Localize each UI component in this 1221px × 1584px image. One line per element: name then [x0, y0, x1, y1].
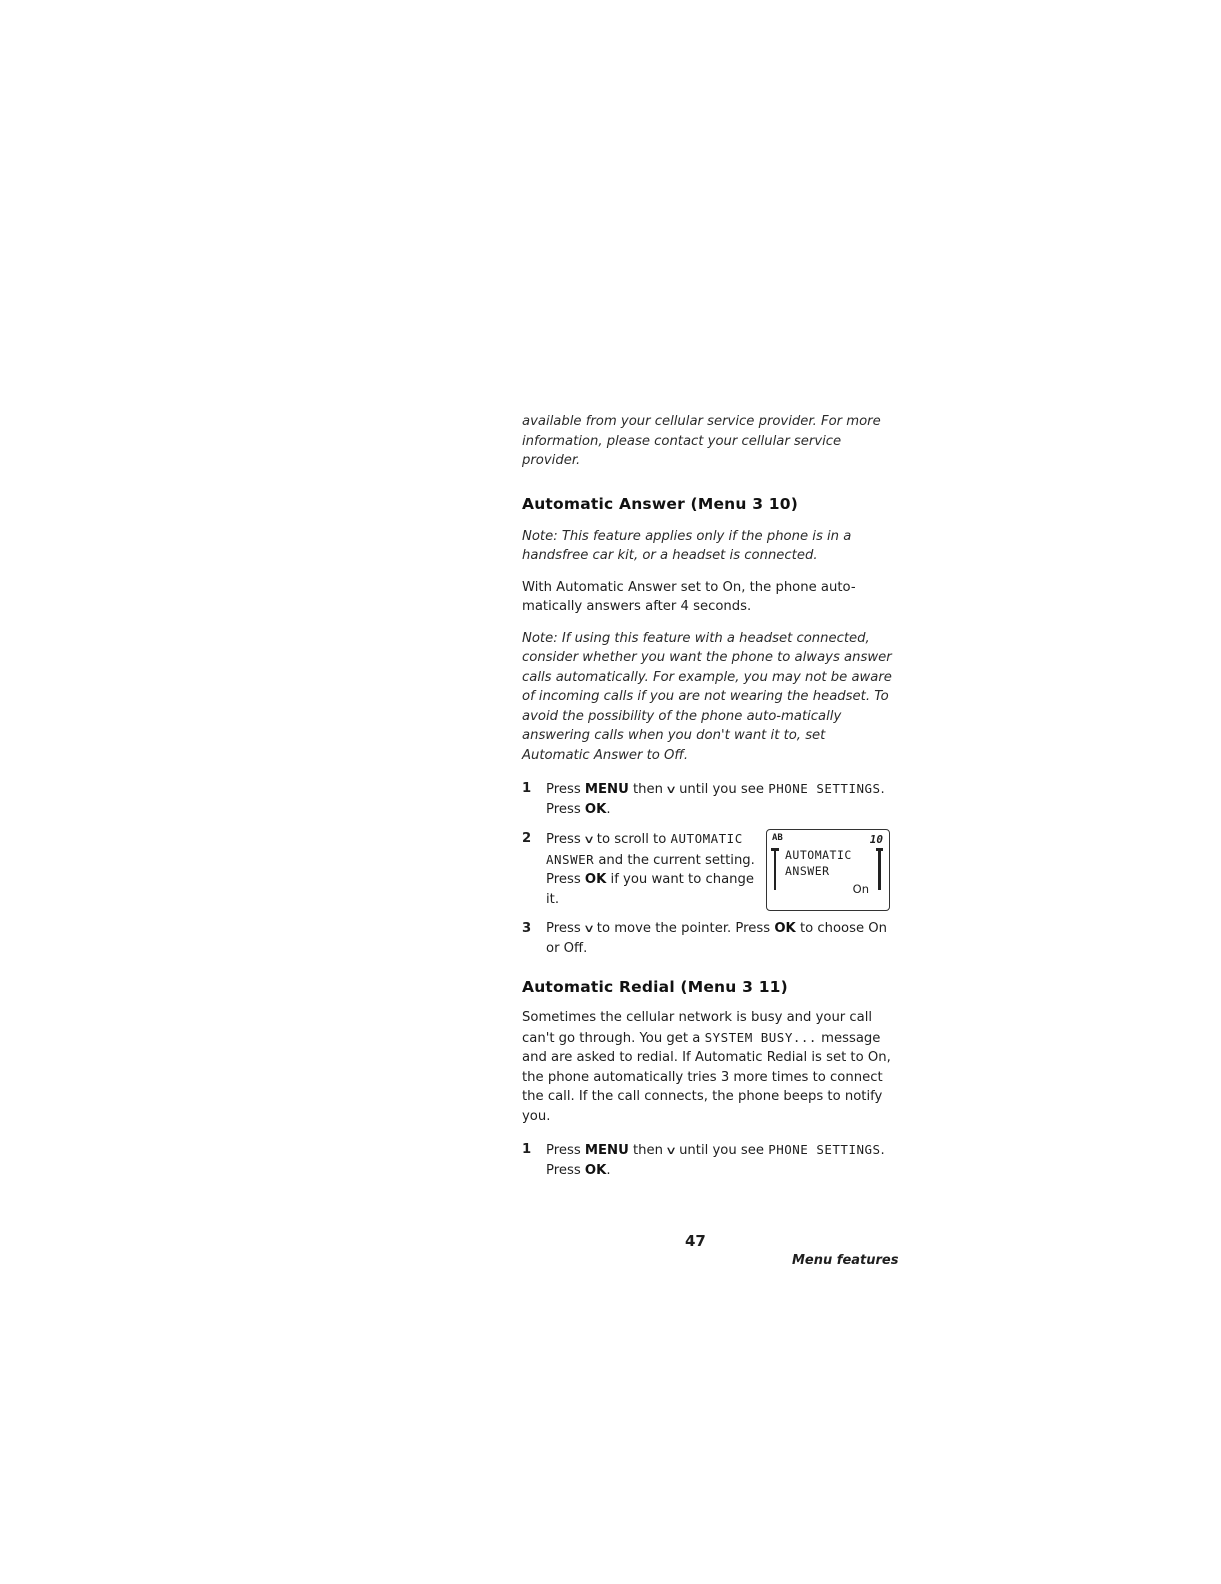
- ok-key-label: OK: [584, 801, 607, 817]
- redial-step-1: 1 Press MENU then ∨ until you see PHONE SETTINGS. Press OK.: [522, 1142, 885, 1178]
- answer-step-3: 3 Press ∨ to move the pointer. Press OK to choose On or Off.: [522, 921, 888, 956]
- automatic-answer-body: With Automatic Answer set to On, the phone auto-matically answers after 4 seconds.: [522, 579, 856, 614]
- step-number: 1: [522, 781, 532, 796]
- menu-key-label: MENU: [584, 1143, 629, 1158]
- footer-section-title: Menu features: [792, 1253, 899, 1268]
- display-indicator-right: 10: [869, 833, 883, 846]
- automatic-answer-heading: Automatic Answer (Menu 3 10): [522, 494, 799, 513]
- answer-step-2: 2 Press ∨ to scroll to AUTOMATIC ANSWER and the current setting. Press OK if you want to change it.: [522, 831, 755, 907]
- display-line-2: ANSWER: [785, 864, 830, 878]
- battery-level-icon: [878, 850, 881, 890]
- scroll-down-icon: ∨: [582, 922, 595, 935]
- step-2-block: [522, 829, 894, 909]
- display-text: PHONE SETTINGS: [768, 781, 881, 796]
- automatic-redial-heading: Automatic Redial (Menu 3 11): [522, 978, 788, 996]
- main-column: [522, 412, 894, 1180]
- display-text: PHONE SETTINGS: [768, 1142, 881, 1157]
- scroll-down-icon: ∨: [664, 1144, 678, 1157]
- scroll-down-icon: ∨: [582, 833, 595, 846]
- menu-key-label: MENU: [584, 782, 629, 797]
- display-text: AUTOMATIC ANSWER: [546, 831, 743, 867]
- step-number: 2: [522, 831, 532, 846]
- intro-text: available from your cellular service provider. For more information, please contact your cellular service provider.: [522, 414, 881, 468]
- automatic-redial-body: Sometimes the cellular network is busy and your call can't go through. You get a SYSTEM BUSY... message and are asked to redial. If Automatic Redial is set to On, the phone automatically tries 3 more times to connect the call. If the call connects, the phone beeps to notify you.: [522, 1010, 891, 1124]
- automatic-answer-headset-note: Note: If using this feature with a headset connected, consider whether you want the phone to always answer calls automatically. For example, you may not be aware of incoming calls if you are not wearing the headset. To avoid the possibility of the phone auto-matically answering calls when you don't want it to, set Automatic Answer to Off.: [522, 630, 892, 763]
- page-number: 47: [685, 1232, 706, 1250]
- scroll-down-icon: ∨: [664, 783, 678, 796]
- ok-key-label: OK: [774, 921, 796, 936]
- step-number: 3: [522, 921, 532, 936]
- display-line-1: AUTOMATIC: [785, 848, 852, 862]
- display-text: SYSTEM BUSY...: [704, 1029, 817, 1045]
- step-number: 1: [522, 1142, 532, 1157]
- display-value: On: [852, 882, 869, 896]
- ok-key-label: OK: [584, 872, 607, 887]
- signal-strength-icon: [774, 850, 776, 890]
- answer-step-1: 1 Press MENU then ∨ until you see PHONE SETTINGS. Press OK.: [522, 781, 885, 817]
- automatic-answer-note: Note: This feature applies only if the phone is in a handsfree car kit, or a headset is connected.: [522, 528, 852, 563]
- phone-display-illustration: [766, 829, 890, 911]
- ok-key-label: OK: [584, 1162, 607, 1178]
- display-indicator-left: AB: [772, 833, 783, 843]
